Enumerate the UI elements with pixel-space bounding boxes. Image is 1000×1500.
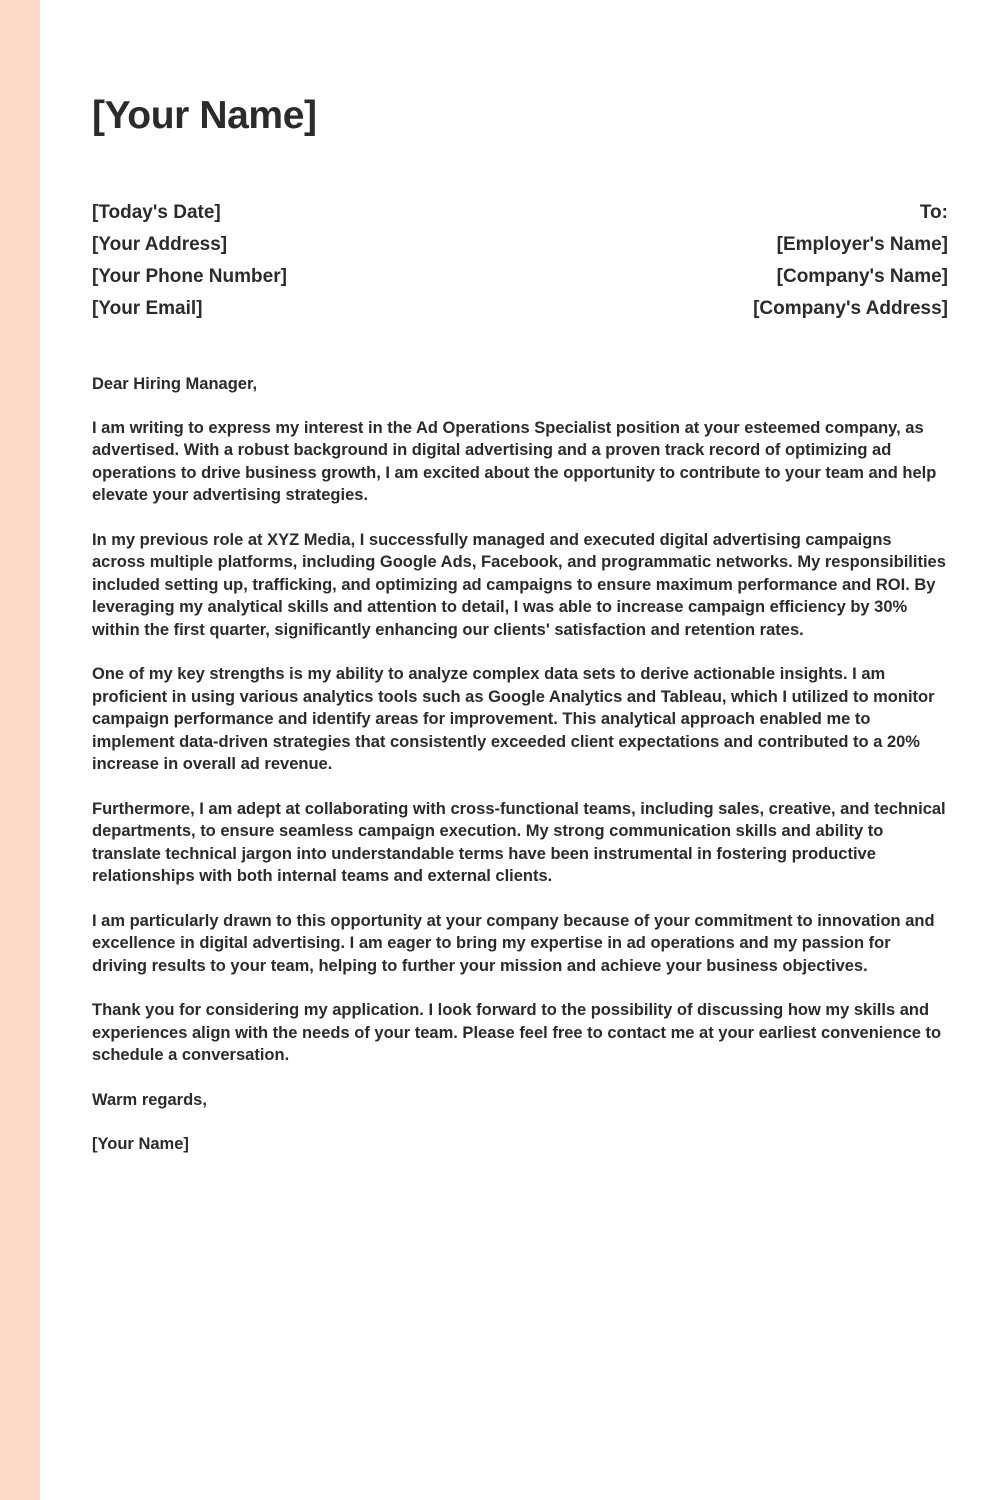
signature-name: [Your Name] bbox=[92, 1134, 189, 1153]
body-paragraph: Furthermore, I am adept at collaborating with cross-functional teams, including sales, creative, and technical departments, to ensure seamless campaign execution. My strong communication skills and ability to translate technical jargon into understandable terms have been instrumental in fostering productive relationships with both internal teams and external clients. bbox=[92, 799, 946, 886]
address-block bbox=[92, 197, 948, 325]
body-paragraph: In my previous role at XYZ Media, I successfully managed and executed digital advertising campaigns across multiple platforms, including Google Ads, Facebook, and programmatic networks. My responsibilities included setting up, trafficking, and optimizing ad campaigns to ensure maximum performance and ROI. By leveraging my analytical skills and attention to detail, I was able to increase campaign efficiency by 30% within the first quarter, significantly enhancing our clients' satisfaction and retention rates. bbox=[92, 530, 946, 639]
page-title: [Your Name] bbox=[92, 94, 317, 137]
accent-stripe bbox=[0, 0, 40, 1500]
closing-line: Warm regards, bbox=[92, 1090, 207, 1109]
letter-content bbox=[92, 0, 948, 1155]
body-paragraph: I am writing to express my interest in the Ad Operations Specialist position at your esteemed company, as advertised. With a robust background in digital advertising and a proven track record of optimizing ad operations to drive business growth, I am excited about the opportunity to contribute to your team and help elevate your advertising strategies. bbox=[92, 418, 937, 505]
sender-address-column bbox=[92, 197, 287, 325]
sender-date: [Today's Date] bbox=[92, 201, 221, 223]
body-paragraph: One of my key strengths is my ability to analyze complex data sets to derive actionable insights. I am proficient in using various analytics tools such as Google Analytics and Tableau, which I utilized to monitor campaign performance and identify areas for improvement. This analytical approach enabled me to implement data-driven strategies that consistently exceeded client expectations and contributed to a 20% increase in overall ad revenue. bbox=[92, 665, 935, 774]
sender-phone: [Your Phone Number] bbox=[92, 265, 287, 287]
recipient-company-name: [Company's Name] bbox=[776, 265, 948, 287]
recipient-employer-name: [Employer's Name] bbox=[776, 233, 948, 255]
salutation: Dear Hiring Manager, bbox=[92, 374, 258, 393]
sender-email: [Your Email] bbox=[92, 297, 203, 319]
letter-body bbox=[92, 417, 948, 1067]
recipient-company-address: [Company's Address] bbox=[753, 297, 948, 319]
recipient-to-label: To: bbox=[919, 201, 948, 223]
sender-address: [Your Address] bbox=[92, 233, 228, 255]
body-paragraph: Thank you for considering my application. I look forward to the possibility of discussing how my skills and experiences align with the needs of your team. Please feel free to contact me at your earliest convenience to schedule a conversation. bbox=[92, 1001, 942, 1065]
recipient-address-column bbox=[753, 197, 948, 325]
body-paragraph: I am particularly drawn to this opportunity at your company because of your commitment to innovation and excellence in digital advertising. I am eager to bring my expertise in ad operations and my passion for driving results to your team, helping to further your mission and achieve your business objectives. bbox=[92, 911, 935, 975]
